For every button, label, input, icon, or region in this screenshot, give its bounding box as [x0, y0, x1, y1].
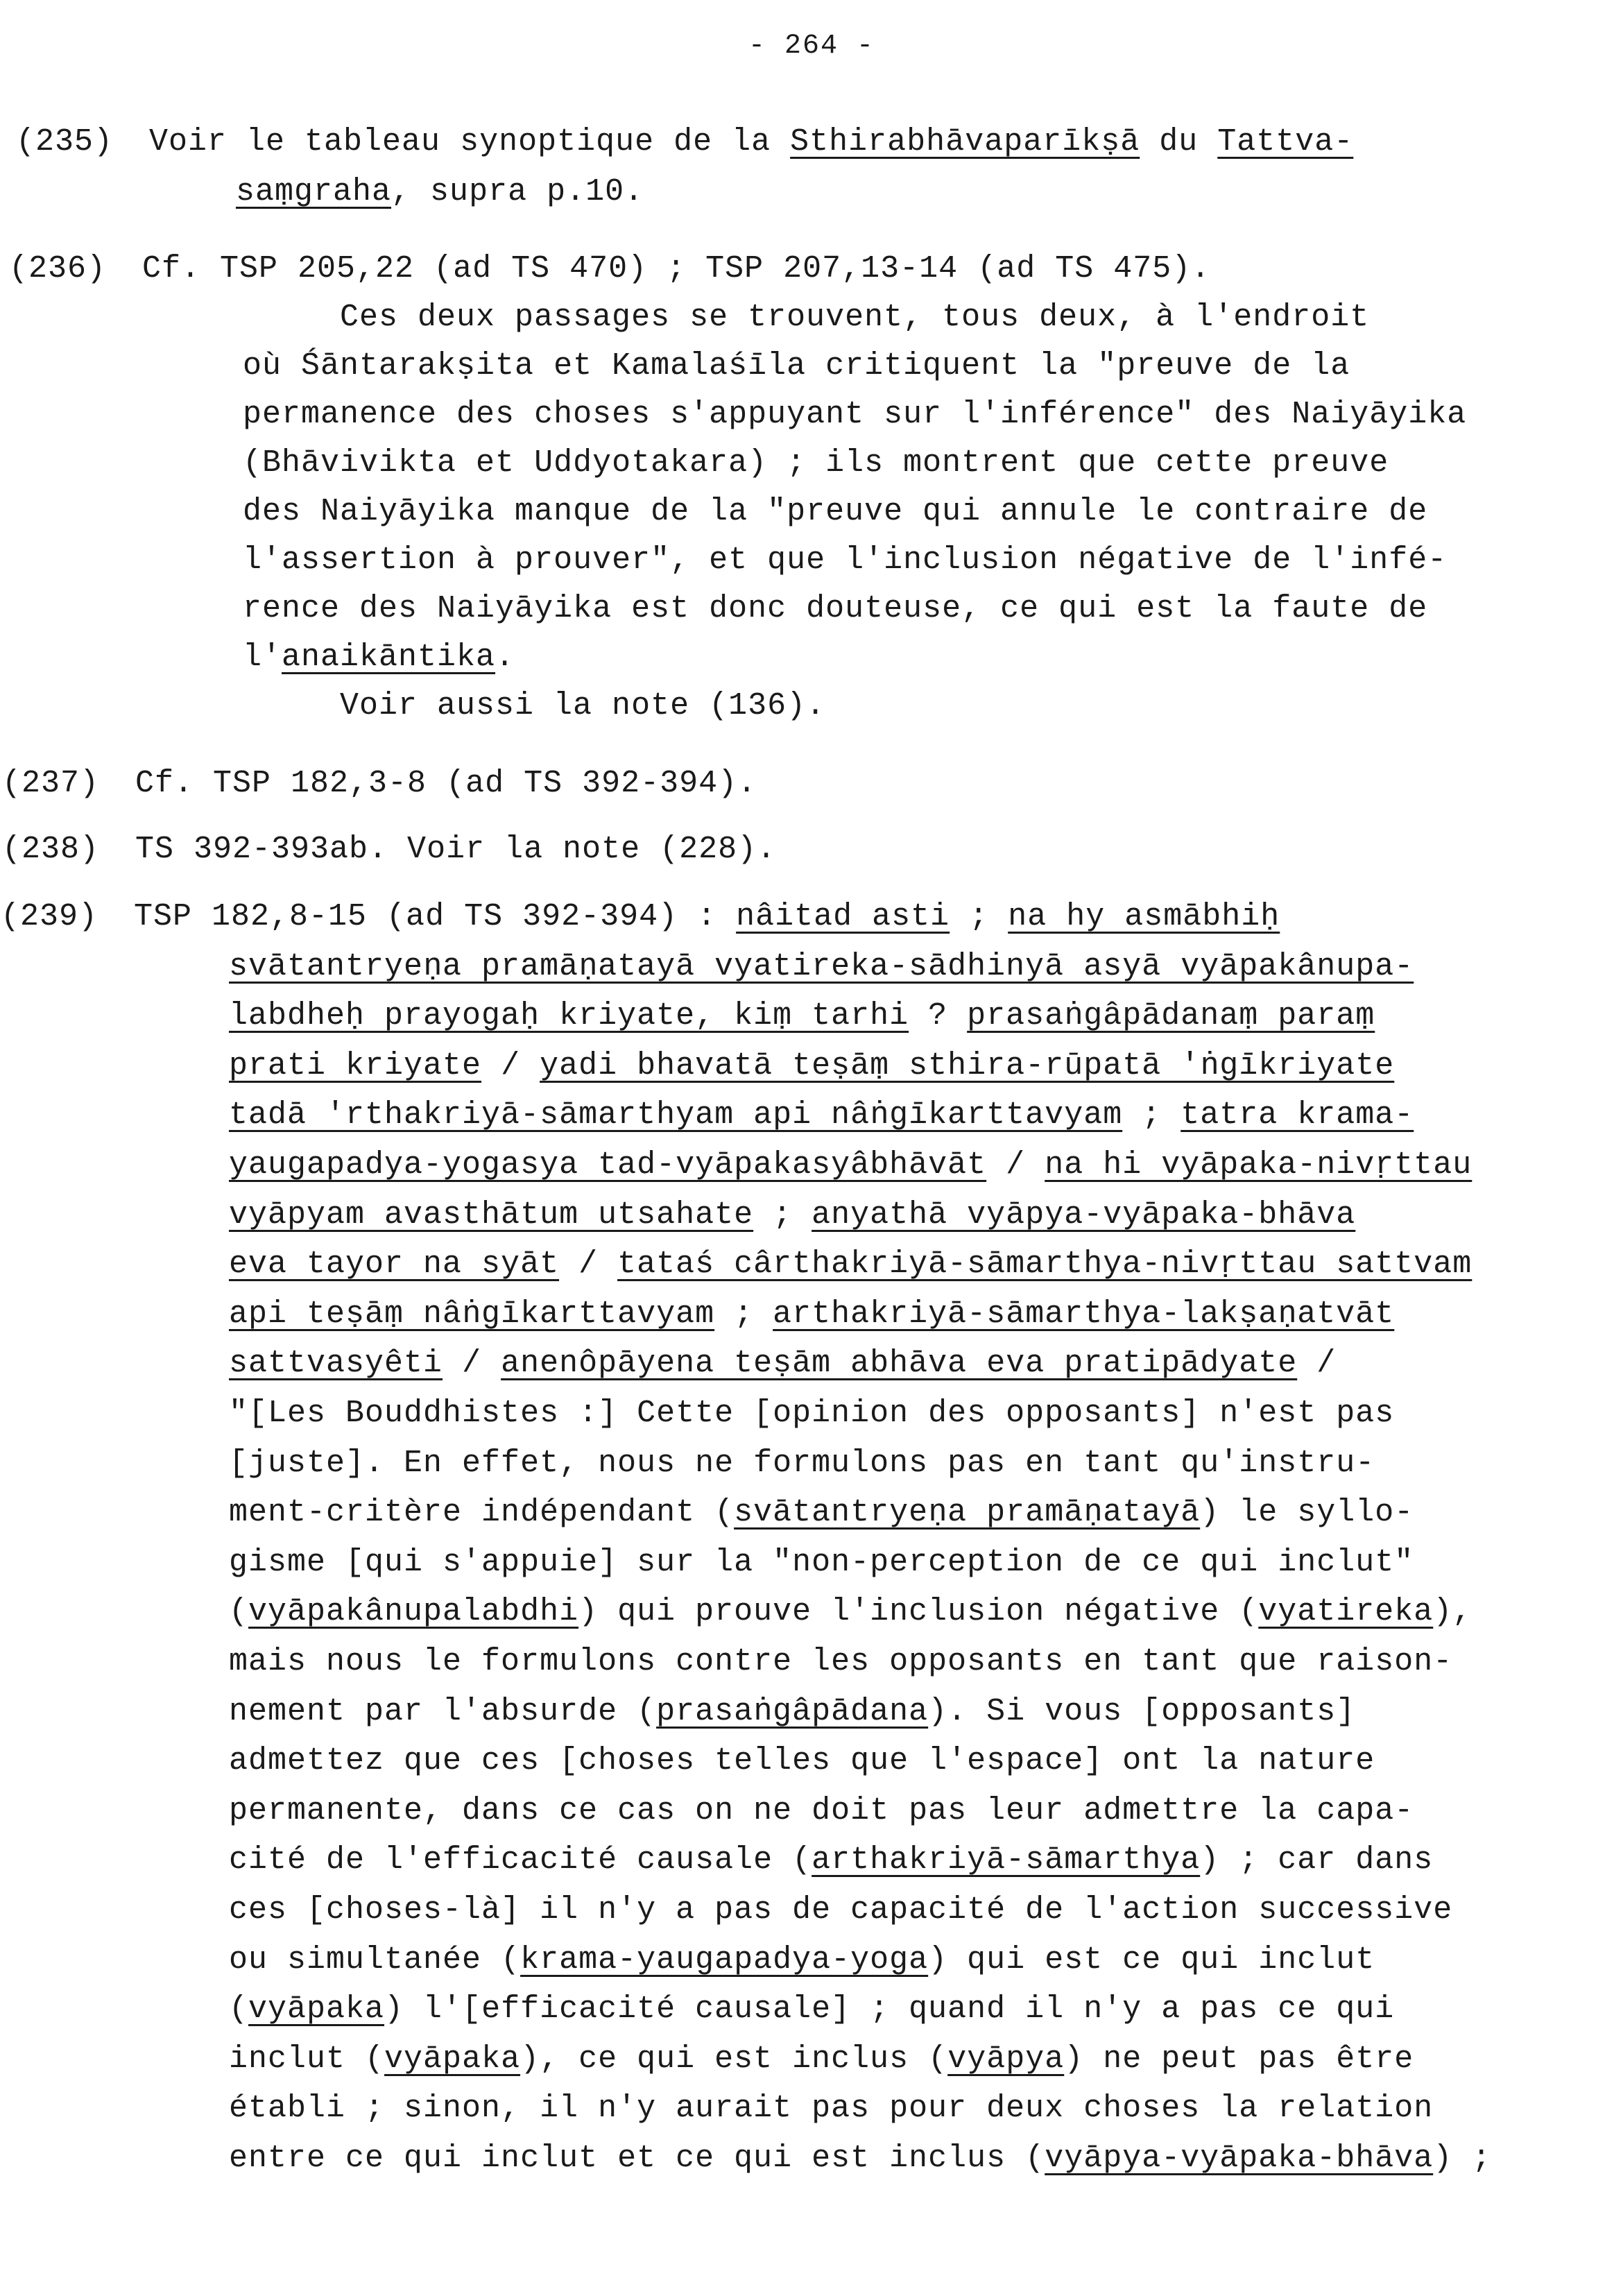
text-run: ), [1433, 1594, 1472, 1630]
sanskrit-term: vyāpya [947, 2041, 1065, 2077]
text-run: rence des Naiyāyika est donc douteuse, ce qui est la faute de [243, 591, 1428, 626]
sanskrit-term: vyāpaka [384, 2041, 521, 2077]
note-line [243, 588, 1427, 630]
text-run: ; [753, 1197, 812, 1233]
sanskrit-term: tadā 'rthakriyā-sāmarthyam api nâṅgīkarttavyam [229, 1097, 1123, 1133]
text-run: ) le syllo- [1200, 1495, 1414, 1531]
text-run: ; [1122, 1097, 1181, 1133]
text-run: permanente, dans ce cas on ne doit pas leur admettre la capa- [229, 1792, 1414, 1828]
note-number: (238) [2, 832, 100, 867]
sanskrit-term: tataś cârthakriyā-sāmarthya-nivṛttau sattvam [617, 1246, 1472, 1283]
sanskrit-term: prati kriyate [229, 1047, 482, 1083]
text-run: où Śāntarakṣita et Kamalaśīla critiquent la "preuve de la [243, 348, 1350, 384]
text-run: inclut ( [229, 2041, 385, 2077]
note-line [1, 896, 1280, 938]
sanskrit-term: saṃgraha [236, 174, 392, 209]
note-number: (235) [16, 124, 114, 160]
text-run: / [559, 1246, 618, 1283]
text-run: ), ce qui est inclus ( [520, 2041, 948, 2077]
sanskrit-term: vyatireka [1258, 1594, 1434, 1630]
text-run: ( [229, 1594, 249, 1630]
text-run: ) l'[efficacité causale] ; quand il n'y a pas ce qui [384, 1991, 1395, 2028]
text-run: TSP 182,8-15 (ad TS 392-394) : [134, 899, 737, 934]
note-line [16, 121, 1353, 163]
text-run: ( [229, 1991, 249, 2028]
text-run: entre ce qui inclut et ce qui est inclus ( [229, 2141, 1045, 2176]
note-line [9, 248, 1210, 290]
sanskrit-term: vyāpya-vyāpaka-bhāva [1045, 2141, 1434, 2176]
note-line [229, 946, 1414, 988]
note-line [229, 2138, 1491, 2179]
sanskrit-term: arthakriyā-sāmarthya [812, 1842, 1201, 1878]
sanskrit-term: prasaṅgâpādanaṃ paraṃ [967, 998, 1375, 1034]
sanskrit-term: nâitad asti [736, 899, 950, 934]
note-line [236, 171, 644, 213]
text-run: ; [950, 899, 1008, 934]
note-line [243, 345, 1350, 387]
text-run: ) ne peut pas être [1064, 2041, 1414, 2077]
note-line [229, 1244, 1472, 1285]
note-line [229, 2088, 1433, 2130]
text-run: / [481, 1047, 540, 1083]
note-line [229, 1145, 1472, 1186]
text-run: / [986, 1147, 1045, 1183]
text-run: nement par l'absurde ( [229, 1693, 657, 1729]
text-run: mais nous le formulons contre les opposants en tant que raison- [229, 1644, 1453, 1679]
sanskrit-term: prasaṅgâpādana [656, 1693, 929, 1729]
sanskrit-term: arthakriyā-sāmarthya-lakṣaṇatvāt [773, 1296, 1395, 1332]
text-run: des Naiyāyika manque de la "preuve qui annule le contraire de [243, 494, 1428, 529]
text-run: ) qui prouve l'inclusion négative ( [578, 1594, 1259, 1630]
note-line [229, 1790, 1414, 1832]
sanskrit-term: krama-yaugapadya-yoga [520, 1942, 929, 1978]
sanskrit-term: na hy asmābhiḥ [1008, 899, 1280, 934]
text-run: ces [choses-là] il n'y a pas de capacité de l'action successive [229, 1892, 1453, 1928]
note-line [229, 1095, 1414, 1136]
note-line [229, 1492, 1414, 1534]
text-run: TS 392-393ab. Voir la note (228). [135, 832, 777, 867]
note-number: (236) [9, 251, 107, 286]
text-run: ? [909, 998, 968, 1034]
text-run: l'assertion à prouver", et que l'inclusion négative de l'infé- [243, 542, 1448, 578]
note-line [229, 1591, 1472, 1633]
text-run: Voir le tableau synoptique de la [149, 124, 791, 160]
text-run: / [1297, 1346, 1337, 1382]
note-line [243, 443, 1389, 484]
note-line [229, 1989, 1394, 2030]
sanskrit-term: anenôpāyena teṣām abhāva eva pratipādyate [501, 1346, 1298, 1382]
text-run: ment-critère indépendant ( [229, 1495, 735, 1531]
note-line [229, 1840, 1433, 1881]
note-line [229, 995, 1375, 1037]
note-line [229, 1343, 1336, 1385]
text-run: permanence des choses s'appuyant sur l'inférence" des Naiyāyika [243, 397, 1467, 432]
note-line [229, 2039, 1414, 2080]
sanskrit-term: api teṣāṃ nâṅgīkarttavyam [229, 1296, 715, 1332]
sanskrit-term: svātantryeṇa pramāṇatayā [734, 1495, 1201, 1531]
note-line [229, 1691, 1355, 1733]
note-line [243, 637, 515, 678]
note-line [229, 1294, 1394, 1335]
text-run: établi ; sinon, il n'y aurait pas pour deux choses la relation [229, 2091, 1434, 2127]
sanskrit-term: yadi bhavatā teṣāṃ sthira-rūpatā 'ṅgīkriyate [540, 1047, 1395, 1083]
text-run: Voir aussi la note (136). [340, 688, 826, 723]
text-run: [juste]. En effet, nous ne formulons pas en tant qu'instru- [229, 1445, 1375, 1481]
note-line [243, 540, 1447, 581]
page-number: - 264 - [748, 31, 875, 62]
sanskrit-term: labdheḥ prayogaḥ kriyate, kiṃ tarhi [229, 998, 909, 1034]
sanskrit-term: Sthirabhāvaparīkṣā [790, 124, 1140, 160]
sanskrit-term: vyāpyam avasthātum utsahate [229, 1197, 754, 1233]
note-line [229, 1194, 1355, 1236]
text-run: du [1140, 124, 1218, 160]
sanskrit-term: svātantryeṇa pramāṇatayā vyatireka-sādhinyā asyā vyāpakânupa- [229, 948, 1414, 984]
text-run: . [495, 640, 515, 675]
note-line [243, 394, 1466, 436]
text-run: admettez que ces [choses telles que l'espace] ont la nature [229, 1743, 1375, 1779]
note-line [229, 1393, 1394, 1434]
note-line [229, 1045, 1394, 1087]
sanskrit-term: tatra krama- [1180, 1097, 1414, 1133]
note-line [2, 829, 776, 871]
note-line [229, 1443, 1375, 1484]
text-run: gisme [qui s'appuie] sur la "non-perception de ce qui inclut" [229, 1544, 1414, 1580]
note-line [340, 685, 825, 727]
text-run: l' [243, 640, 282, 675]
sanskrit-term: Tattva- [1217, 124, 1354, 160]
text-run: , supra p.10. [391, 174, 644, 209]
note-line [243, 491, 1427, 533]
text-run: ) qui est ce qui inclut [928, 1942, 1375, 1978]
sanskrit-term: sattvasyêti [229, 1346, 443, 1382]
text-run: ). Si vous [opposants] [928, 1693, 1356, 1729]
note-number: (237) [2, 766, 100, 801]
note-line [2, 763, 757, 805]
sanskrit-term: anaikāntika [282, 640, 496, 675]
text-run: ) ; [1433, 2141, 1492, 2176]
text-run: Cf. TSP 205,22 (ad TS 470) ; TSP 207,13-14 (ad TS 475). [142, 251, 1211, 286]
note-line [229, 1740, 1375, 1782]
sanskrit-term: vyāpaka [248, 1991, 385, 2028]
note-number: (239) [1, 899, 98, 934]
text-run: Ces deux passages se trouvent, tous deux, à l'endroit [340, 300, 1370, 335]
note-line [340, 297, 1369, 339]
text-run: ; [714, 1296, 773, 1332]
text-run: cité de l'efficacité causale ( [229, 1842, 812, 1878]
sanskrit-term: anyathā vyāpya-vyāpaka-bhāva [812, 1197, 1356, 1233]
sanskrit-term: eva tayor na syāt [229, 1246, 560, 1283]
text-run: / [443, 1346, 501, 1382]
note-line [229, 1939, 1375, 1981]
text-run: (Bhāvivikta et Uddyotakara) ; ils montrent que cette preuve [243, 445, 1389, 481]
note-line [229, 1890, 1452, 1931]
note-line [229, 1542, 1414, 1584]
sanskrit-term: na hi vyāpaka-nivṛttau [1045, 1147, 1472, 1183]
text-run: ) ; car dans [1200, 1842, 1434, 1878]
sanskrit-term: vyāpakânupalabdhi [248, 1594, 579, 1630]
text-run: Cf. TSP 182,3-8 (ad TS 392-394). [135, 766, 757, 801]
text-run: "[Les Bouddhistes :] Cette [opinion des opposants] n'est pas [229, 1396, 1395, 1431]
sanskrit-term: yaugapadya-yogasya tad-vyāpakasyâbhāvāt [229, 1147, 987, 1183]
text-run: ou simultanée ( [229, 1942, 521, 1978]
note-line [229, 1641, 1452, 1683]
